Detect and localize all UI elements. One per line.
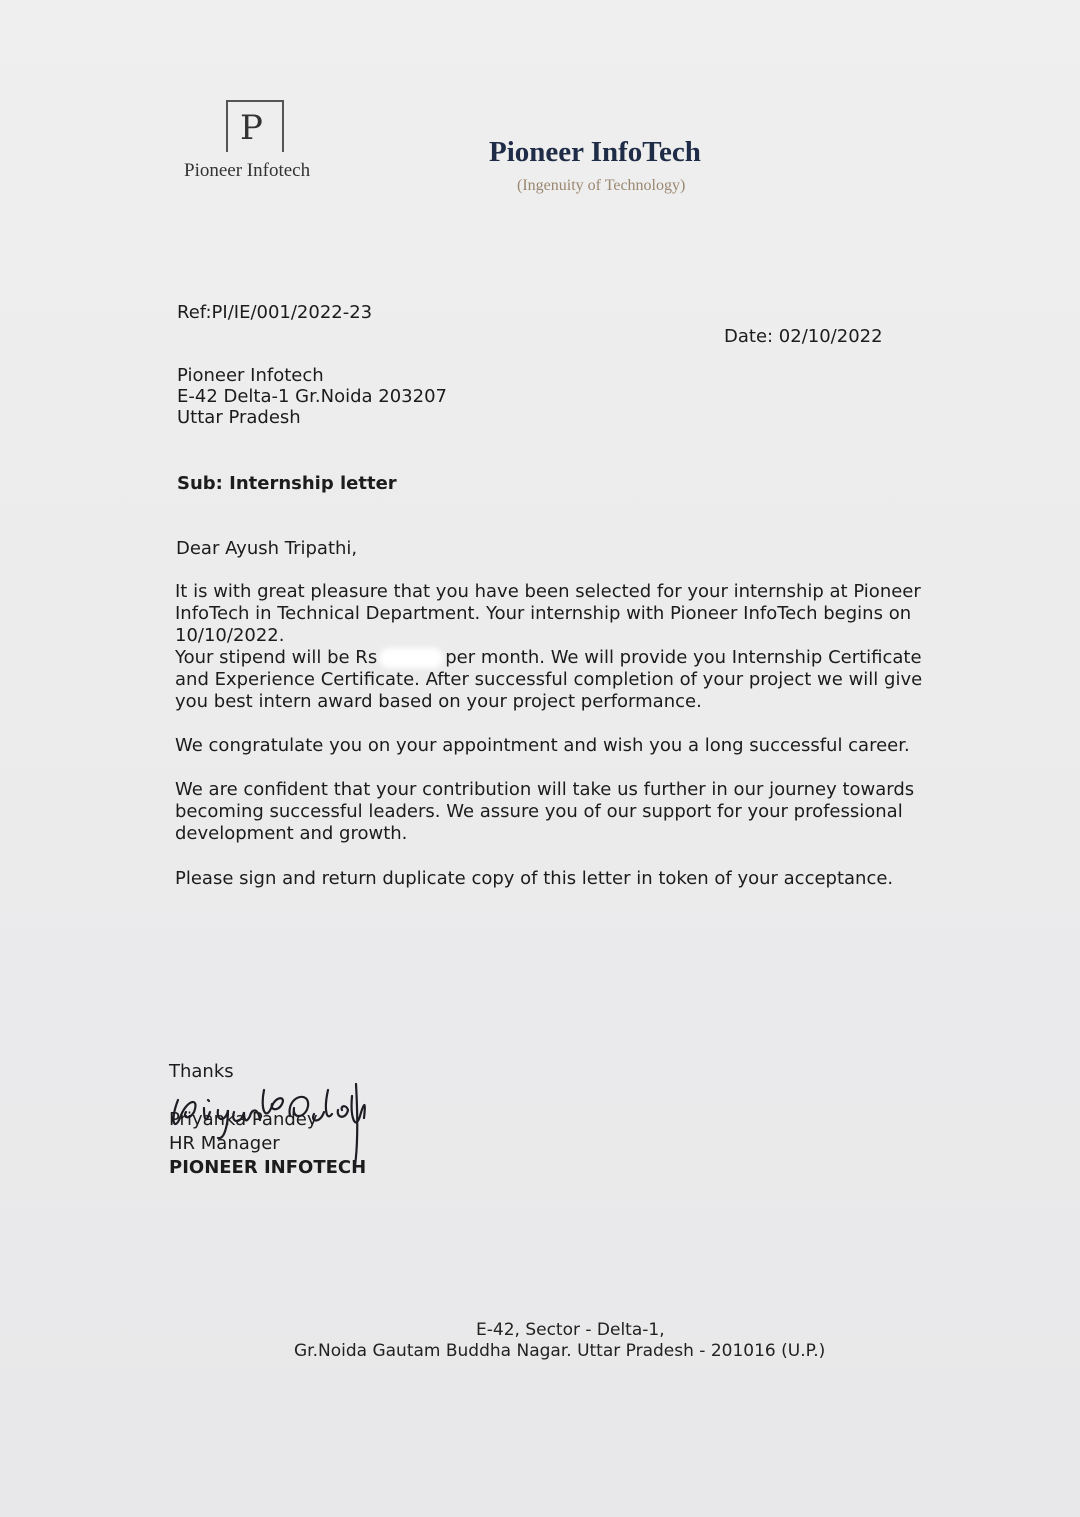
signer-name: Priyanka Pandey	[169, 1109, 318, 1130]
company-name: Pioneer InfoTech	[489, 136, 701, 168]
signer-company: PIONEER INFOTECH	[169, 1157, 367, 1178]
paragraph-acceptance: Please sign and return duplicate copy of this letter in token of your acceptance.	[175, 868, 894, 889]
paragraph-stipend	[175, 647, 953, 713]
subject-line: Sub: Internship letter	[177, 473, 397, 494]
address-line-2: E-42 Delta-1 Gr.Noida 203207	[177, 386, 447, 407]
footer-address-line-1: E-42, Sector - Delta-1,	[476, 1320, 665, 1340]
redacted-amount	[379, 648, 443, 668]
footer-address-line-2: Gr.Noida Gautam Buddha Nagar. Uttar Pradesh - 201016 (U.P.)	[294, 1341, 826, 1361]
stipend-prefix: Your stipend will be Rs	[175, 647, 378, 668]
salutation: Dear Ayush Tripathi,	[176, 538, 358, 559]
address-line-1: Pioneer Infotech	[177, 365, 324, 386]
paragraph-confidence: We are confident that your contribution will take us further in our journey towards becoming successful leaders. We assure you of our support for your professional development and growth.	[175, 779, 915, 844]
signoff-thanks: Thanks	[169, 1061, 234, 1082]
paragraph-selection: It is with great pleasure that you have been selected for your internship at Pioneer InfoTech in Technical Department. Your internship with Pioneer InfoTech begins on 10/10/2022.	[175, 581, 921, 646]
handwritten-signature	[160, 1060, 380, 1180]
reference-number: Ref:PI/IE/001/2022-23	[177, 302, 373, 323]
company-tagline: (Ingenuity of Technology)	[517, 177, 686, 194]
letter-date: Date: 02/10/2022	[724, 326, 883, 347]
stipend-suffix: per month. We will provide you Internship Certificate and Experience Certificate. After successful completion of your project we will give you best intern award based on your project performance.	[175, 647, 923, 712]
signer-title: HR Manager	[169, 1133, 280, 1154]
address-line-3: Uttar Pradesh	[177, 407, 301, 428]
logo-caption: Pioneer Infotech	[184, 160, 311, 181]
paragraph-congratulations: We congratulate you on your appointment and wish you a long successful career.	[175, 735, 910, 756]
logo-letter: P	[240, 108, 263, 148]
